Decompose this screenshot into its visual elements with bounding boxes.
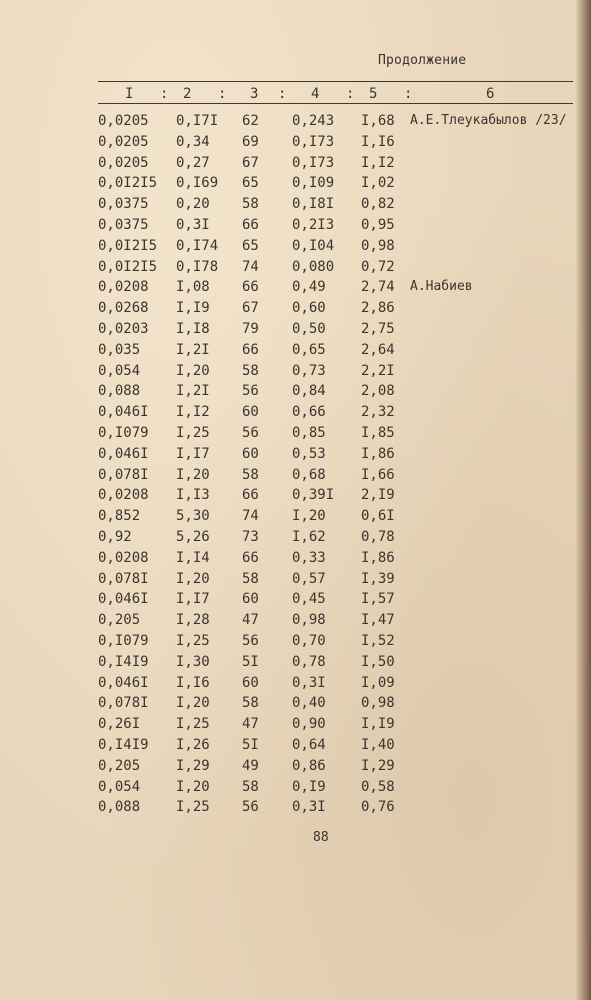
table-cell-col3: 60 — [242, 404, 259, 421]
table-cell-col5: 2,2I — [361, 362, 395, 379]
table-cell-col4: 0,86 — [292, 757, 326, 774]
table-cell-col2: 0,27 — [176, 154, 210, 171]
table-cell-col4: I,20 — [292, 508, 326, 525]
table-cell-col5: I,29 — [361, 757, 395, 774]
table-cell-col2: I,20 — [176, 362, 210, 379]
table-cell-col3: 66 — [242, 549, 259, 566]
table-cell-col2: I,08 — [176, 279, 210, 296]
column-header-5: 5 — [369, 86, 378, 102]
table-cell-col4: 0,68 — [292, 466, 326, 483]
column-header-2: 2 — [183, 86, 192, 102]
table-cell-col1: 0,0I2I5 — [98, 258, 158, 275]
table-cell-col1: 0,92 — [98, 529, 132, 545]
table-cell-col4: 0,3I — [292, 674, 326, 691]
table-cell-col2: 0,I78 — [176, 258, 219, 275]
table-cell-col5: 0,6I — [361, 508, 395, 525]
table-cell-col1: 0,035 — [98, 341, 141, 358]
table-cell-col3: 47 — [242, 612, 259, 629]
table-cell-col5: I,50 — [361, 653, 395, 670]
table-cell-col2: 0,20 — [176, 196, 210, 213]
table-cell-col3: 67 — [242, 154, 259, 171]
table-cell-col2: I,I7 — [176, 445, 210, 462]
row-source-note: А.Набиев — [410, 279, 473, 295]
table-cell-col1: 0,0205 — [98, 154, 149, 171]
table-cell-col3: 69 — [242, 133, 259, 150]
table-cell-col5: 0,98 — [361, 237, 395, 254]
table-cell-col5: I,52 — [361, 633, 395, 649]
table-cell-col4: 0,080 — [292, 258, 335, 275]
table-cell-col5: I,68 — [361, 113, 395, 129]
table-cell-col4: 0,243 — [292, 113, 335, 129]
table-cell-col5: 0,82 — [361, 196, 395, 213]
table-cell-col2: I,25 — [176, 633, 210, 649]
table-cell-col4: 0,66 — [292, 404, 326, 421]
table-cell-col1: 0,205 — [98, 757, 141, 774]
table-cell-col5: 0,95 — [361, 217, 395, 233]
table-cell-col1: 0,0375 — [98, 217, 149, 233]
table-cell-col3: 65 — [242, 175, 259, 192]
table-cell-col3: 60 — [242, 445, 259, 462]
table-cell-col5: 0,58 — [361, 778, 395, 795]
table-cell-col1: 0,046I — [98, 674, 149, 691]
table-cell-col5: 0,78 — [361, 529, 395, 545]
column-header-1: I — [125, 86, 134, 102]
table-cell-col1: 0,046I — [98, 445, 149, 462]
table-cell-col5: I,40 — [361, 737, 395, 753]
table-cell-col2: 0,34 — [176, 133, 210, 150]
table-cell-col1: 0,054 — [98, 362, 141, 379]
table-cell-col2: I,I6 — [176, 674, 210, 691]
table-cell-col3: 74 — [242, 508, 259, 525]
table-cell-col5: 2,08 — [361, 383, 395, 400]
table-cell-col5: I,47 — [361, 612, 395, 629]
table-cell-col1: 0,205 — [98, 612, 141, 629]
table-cell-col3: 74 — [242, 258, 259, 275]
table-cell-col2: I,20 — [176, 466, 210, 483]
table-cell-col4: 0,85 — [292, 425, 326, 441]
table-cell-col3: 66 — [242, 217, 259, 233]
table-cell-col1: 0,26I — [98, 716, 141, 733]
table-cell-col3: 66 — [242, 487, 259, 504]
table-cell-col1: 0,852 — [98, 508, 141, 525]
table-cell-col3: 58 — [242, 570, 259, 587]
table-cell-col3: 67 — [242, 300, 259, 317]
column-header-3: 3 — [250, 86, 259, 102]
table-cell-col5: I,85 — [361, 425, 395, 441]
table-cell-col1: 0,088 — [98, 799, 141, 816]
table-cell-col3: 58 — [242, 196, 259, 213]
table-cell-col1: 0,0I2I5 — [98, 175, 158, 192]
table-cell-col3: 58 — [242, 778, 259, 795]
continuation-label: Продолжение — [378, 53, 467, 68]
table-cell-col4: 0,40 — [292, 695, 326, 712]
table-cell-col2: I,2I — [176, 383, 210, 400]
table-cell-col2: I,I7 — [176, 591, 210, 608]
table-cell-col5: 2,64 — [361, 341, 395, 358]
table-cell-col4: 0,I04 — [292, 237, 335, 254]
table-cell-col1: 0,0208 — [98, 549, 149, 566]
table-cell-col4: 0,90 — [292, 716, 326, 733]
table-cell-col2: I,25 — [176, 425, 210, 441]
table-cell-col4: 0,98 — [292, 612, 326, 629]
table-cell-col5: I,02 — [361, 175, 395, 192]
table-cell-col1: 0,0I2I5 — [98, 237, 158, 254]
table-cell-col4: 0,I9 — [292, 778, 326, 795]
table-cell-col4: 0,3I — [292, 799, 326, 816]
table-cell-col3: 58 — [242, 466, 259, 483]
table-cell-col5: 0,72 — [361, 258, 395, 275]
table-cell-col3: 56 — [242, 383, 259, 400]
table-cell-col5: 2,75 — [361, 321, 395, 337]
table-cell-col5: I,86 — [361, 445, 395, 462]
table-cell-col4: 0,49 — [292, 279, 326, 296]
table-cell-col2: 0,I74 — [176, 237, 219, 254]
column-separator: : — [218, 86, 227, 102]
column-header-4: 4 — [311, 86, 320, 102]
table-cell-col5: I,I9 — [361, 716, 395, 733]
table-cell-col4: 0,64 — [292, 737, 326, 753]
table-cell-col3: 56 — [242, 799, 259, 816]
table-cell-col3: 62 — [242, 113, 259, 129]
table-cell-col2: 5,26 — [176, 529, 210, 545]
table-cell-col2: I,25 — [176, 716, 210, 733]
table-cell-col2: I,25 — [176, 799, 210, 816]
table-cell-col3: 47 — [242, 716, 259, 733]
table-cell-col2: I,I4 — [176, 549, 210, 566]
table-cell-col3: 60 — [242, 674, 259, 691]
column-separator: : — [346, 86, 355, 102]
table-cell-col3: 73 — [242, 529, 259, 545]
table-cell-col1: 0,0208 — [98, 487, 149, 504]
table-cell-col2: I,26 — [176, 737, 210, 753]
table-cell-col2: I,29 — [176, 757, 210, 774]
table-cell-col3: 56 — [242, 425, 259, 441]
table-cell-col2: 0,I7I — [176, 113, 219, 129]
table-cell-col4: 0,2I3 — [292, 217, 335, 233]
table-cell-col1: 0,0268 — [98, 300, 149, 317]
table-cell-col1: 0,0205 — [98, 113, 149, 129]
table-cell-col5: 2,74 — [361, 279, 395, 296]
table-cell-col5: I,09 — [361, 674, 395, 691]
header-bottom-rule — [98, 103, 573, 104]
table-cell-col4: 0,78 — [292, 653, 326, 670]
table-cell-col5: 0,76 — [361, 799, 395, 816]
table-cell-col3: 56 — [242, 633, 259, 649]
table-cell-col2: I,I9 — [176, 300, 210, 317]
table-cell-col5: I,39 — [361, 570, 395, 587]
table-cell-col3: 66 — [242, 341, 259, 358]
table-cell-col3: 65 — [242, 237, 259, 254]
table-cell-col2: I,28 — [176, 612, 210, 629]
table-cell-col1: 0,I4I9 — [98, 653, 149, 670]
table-cell-col2: 5,30 — [176, 508, 210, 525]
table-cell-col5: 2,I9 — [361, 487, 395, 504]
table-cell-col1: 0,078I — [98, 695, 149, 712]
table-cell-col3: 60 — [242, 591, 259, 608]
table-cell-col2: 0,3I — [176, 217, 210, 233]
table-cell-col4: 0,45 — [292, 591, 326, 608]
table-cell-col1: 0,0203 — [98, 321, 149, 337]
table-cell-col1: 0,078I — [98, 570, 149, 587]
table-cell-col1: 0,088 — [98, 383, 141, 400]
table-cell-col1: 0,046I — [98, 404, 149, 421]
table-cell-col2: I,2I — [176, 341, 210, 358]
table-cell-col5: I,57 — [361, 591, 395, 608]
table-cell-col3: 49 — [242, 757, 259, 774]
table-cell-col3: 66 — [242, 279, 259, 296]
table-cell-col2: I,20 — [176, 570, 210, 587]
column-header-6: 6 — [486, 86, 495, 102]
table-cell-col4: 0,57 — [292, 570, 326, 587]
table-cell-col5: 2,32 — [361, 404, 395, 421]
table-cell-col3: 58 — [242, 362, 259, 379]
table-cell-col3: 79 — [242, 321, 259, 337]
table-cell-col1: 0,046I — [98, 591, 149, 608]
table-cell-col1: 0,054 — [98, 778, 141, 795]
table-cell-col4: 0,70 — [292, 633, 326, 649]
table-cell-col1: 0,I4I9 — [98, 737, 149, 753]
table-cell-col4: I,62 — [292, 529, 326, 545]
table-cell-col4: 0,60 — [292, 300, 326, 317]
table-cell-col4: 0,84 — [292, 383, 326, 400]
table-cell-col4: 0,65 — [292, 341, 326, 358]
page-number: 88 — [313, 830, 329, 845]
table-cell-col2: I,I8 — [176, 321, 210, 337]
header-top-rule — [98, 81, 573, 82]
table-cell-col1: 0,I079 — [98, 425, 149, 441]
table-cell-col2: I,20 — [176, 695, 210, 712]
table-cell-col2: I,20 — [176, 778, 210, 795]
column-separator: : — [404, 86, 413, 102]
table-cell-col3: 58 — [242, 695, 259, 712]
column-separator: : — [278, 86, 287, 102]
table-cell-col5: 2,86 — [361, 300, 395, 317]
table-cell-col2: I,I2 — [176, 404, 210, 421]
table-cell-col4: 0,I8I — [292, 196, 335, 213]
table-cell-col1: 0,0205 — [98, 133, 149, 150]
table-cell-col5: I,I2 — [361, 154, 395, 171]
page-edge-shadow — [575, 0, 591, 1000]
table-cell-col5: 0,98 — [361, 695, 395, 712]
table-cell-col4: 0,I73 — [292, 154, 335, 171]
table-cell-col4: 0,I73 — [292, 133, 335, 150]
table-cell-col3: 5I — [242, 737, 259, 753]
table-cell-col4: 0,33 — [292, 549, 326, 566]
table-cell-col4: 0,39I — [292, 487, 335, 504]
table-cell-col5: I,66 — [361, 466, 395, 483]
table-cell-col2: I,30 — [176, 653, 210, 670]
table-cell-col2: 0,I69 — [176, 175, 219, 192]
table-cell-col5: I,86 — [361, 549, 395, 566]
table-cell-col1: 0,0208 — [98, 279, 149, 296]
table-cell-col1: 0,078I — [98, 466, 149, 483]
table-cell-col2: I,I3 — [176, 487, 210, 504]
table-cell-col4: 0,I09 — [292, 175, 335, 192]
row-source-note: А.Е.Тлеукабылов /23/ — [410, 113, 567, 128]
table-cell-col1: 0,I079 — [98, 633, 149, 649]
table-cell-col4: 0,73 — [292, 362, 326, 379]
table-cell-col4: 0,50 — [292, 321, 326, 337]
table-cell-col5: I,I6 — [361, 133, 395, 150]
table-cell-col3: 5I — [242, 653, 259, 670]
column-separator: : — [160, 86, 169, 102]
table-cell-col4: 0,53 — [292, 445, 326, 462]
table-cell-col1: 0,0375 — [98, 196, 149, 213]
